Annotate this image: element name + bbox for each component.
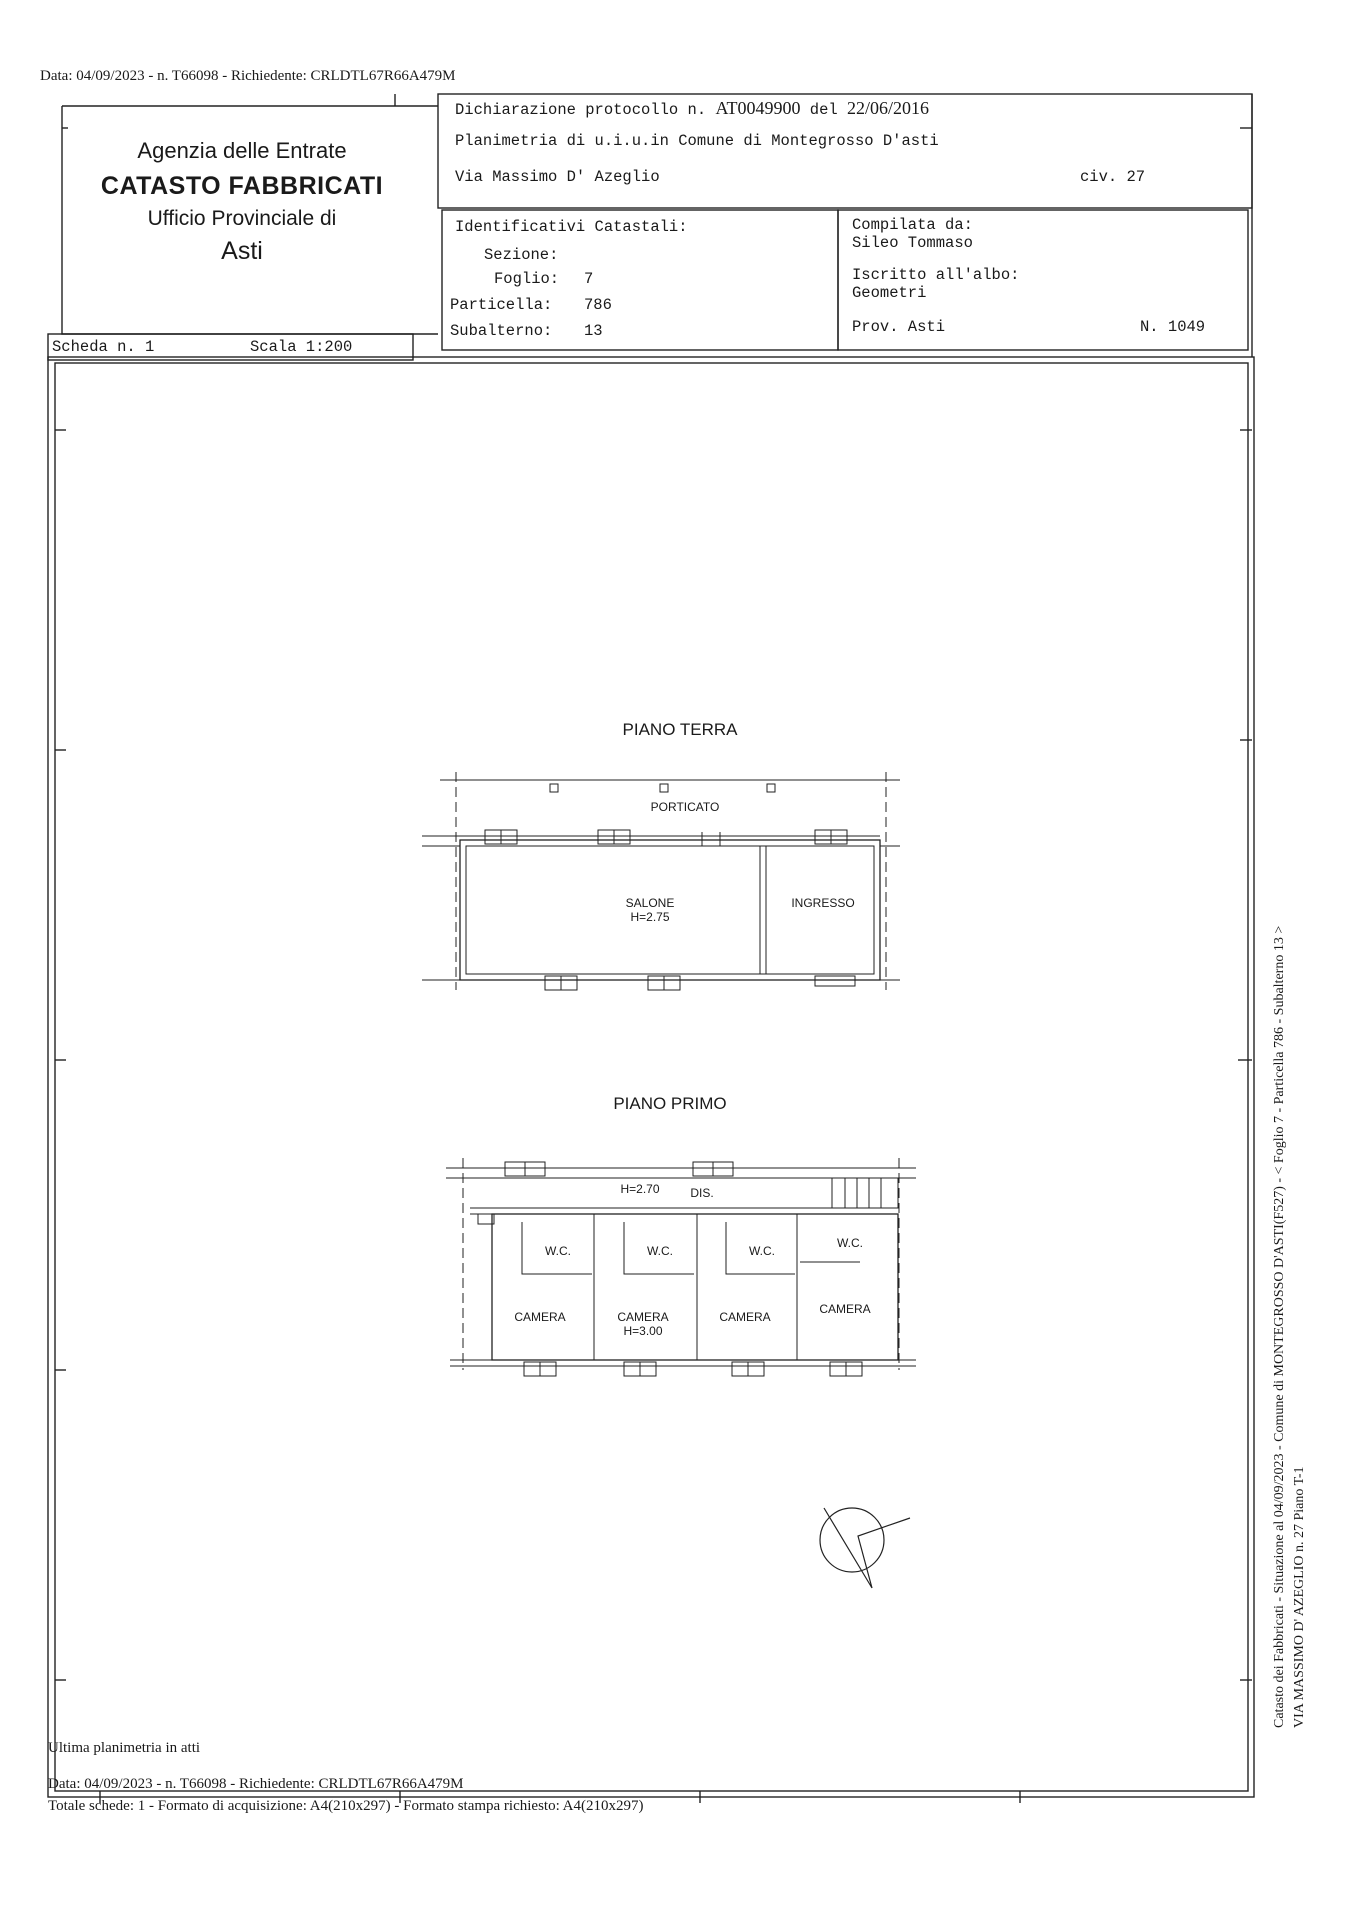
wc-3-label: W.C. (749, 1244, 775, 1258)
register-label: Iscritto all'albo: (852, 266, 1020, 284)
side-situation-text: Catasto dei Fabbricati - Situazione al 04/09/2023 - Comune di MONTEGROSSO D'ASTI(F527) - < Foglio 7 - Particella 786 - Subalterno 13 > (1272, 925, 1287, 1728)
bedroom-2-label: CAMERA (617, 1310, 669, 1324)
address-line: Via Massimo D' Azeglio (455, 168, 660, 186)
civic-number: civ. 27 (1080, 168, 1146, 186)
bedroom-2-height: H=3.00 (623, 1324, 663, 1338)
sheet-number: Scheda n. 1 (52, 338, 155, 356)
catasto-title: CATASTO FABBRICATI (100, 172, 384, 200)
compiled-by-label: Compilata da: (852, 216, 973, 234)
side-address-text: VIA MASSIMO D' AZEGLIO n. 27 Piano T-1 (1292, 1466, 1307, 1728)
bedroom-3-label: CAMERA (719, 1310, 771, 1324)
footer-last-plan: Ultima planimetria in atti (48, 1740, 201, 1756)
agency-name: Agenzia delle Entrate (137, 138, 347, 163)
sezione-label: Sezione: (484, 246, 559, 264)
corridor-label: DIS. (690, 1186, 714, 1200)
foglio-label: Foglio: (494, 270, 560, 288)
first-floor-title: PIANO PRIMO (613, 1094, 727, 1113)
living-room-height: H=2.75 (630, 910, 670, 924)
particella-label: Particella: (450, 296, 553, 314)
protocol-label: Dichiarazione protocollo n. (455, 101, 707, 119)
wc-4-label: W.C. (837, 1236, 863, 1250)
date-label: del (809, 101, 838, 119)
particella-value: 786 (584, 296, 612, 314)
ground-floor-title: PIANO TERRA (622, 720, 738, 739)
bedroom-1-label: CAMERA (514, 1310, 566, 1324)
protocol-line (455, 98, 929, 119)
protocol-date: 22/06/2016 (847, 98, 930, 118)
compiler-name: Sileo Tommaso (852, 234, 973, 252)
register-value: Geometri (852, 284, 927, 302)
office-label: Ufficio Provinciale di (147, 207, 337, 230)
entrance-label: INGRESSO (791, 896, 855, 910)
office-province: Asti (221, 237, 263, 265)
sheet-scale: Scala 1:200 (250, 338, 353, 356)
wc-2-label: W.C. (647, 1244, 673, 1258)
subalterno-value: 13 (584, 322, 603, 340)
bedroom-4-label: CAMERA (819, 1302, 871, 1316)
foglio-value: 7 (584, 270, 594, 288)
porch-label: PORTICATO (650, 800, 720, 814)
planimetry-line: Planimetria di u.i.u.in Comune di Montegrosso D'asti (455, 132, 939, 150)
wc-1-label: W.C. (545, 1244, 571, 1258)
north-arrow-icon (820, 1508, 910, 1588)
footer-data-line: Data: 04/09/2023 - n. T66098 - Richiedente: CRLDTL67R66A479M (48, 1776, 464, 1792)
identifiers-title: Identificativi Catastali: (455, 218, 688, 236)
footer-totals: Totale schede: 1 - Formato di acquisizione: A4(210x297) - Formato stampa richiesto: A4(210x297) (48, 1798, 644, 1814)
living-room-label: SALONE (625, 896, 675, 910)
compiler-number: N. 1049 (1140, 318, 1206, 336)
first-floor-height: H=2.70 (620, 1182, 660, 1196)
subalterno-label: Subalterno: (450, 322, 553, 340)
compiler-province: Prov. Asti (852, 318, 946, 336)
header-request-line: Data: 04/09/2023 - n. T66098 - Richiedente: CRLDTL67R66A479M (40, 68, 456, 84)
protocol-number: AT0049900 (715, 98, 801, 118)
